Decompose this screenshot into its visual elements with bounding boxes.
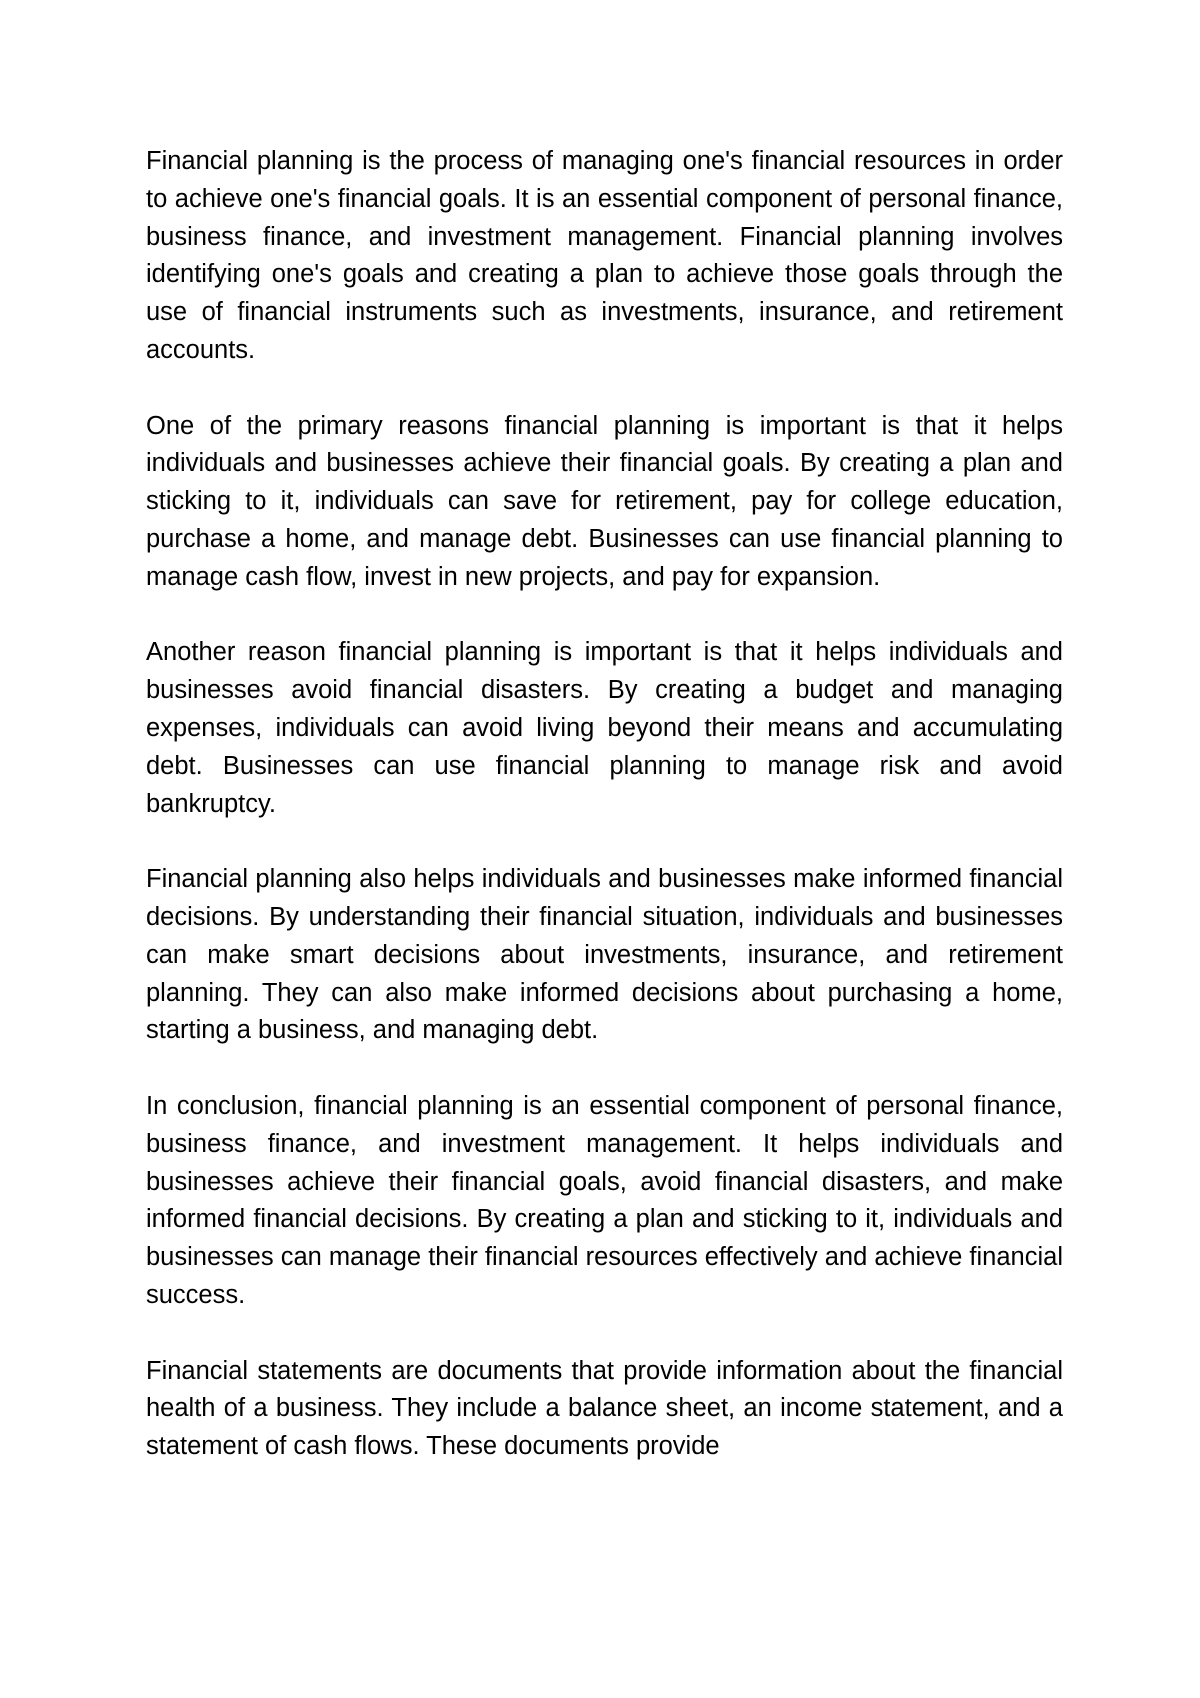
- paragraph: Financial planning also helps individuals and businesses make informed financial decisions. By understanding their financial situation, individuals and businesses can make smart decisions about investments, insurance, and retirement planning. They can also make informed decisions about purchasing a home, starting a business, and managing debt.: [146, 865, 1063, 1045]
- paragraph: Financial planning is the process of managing one's financial resources in order to achieve one's financial goals. It is an essential component of personal finance, business finance, and investment management. Financial planning involves identifying one's goals and creating a plan to achieve those goals through the use of financial instruments such as investments, insurance, and retirement accounts.: [146, 147, 1063, 364]
- paragraph: One of the primary reasons financial planning is important is that it helps individuals and businesses achieve their financial goals. By creating a plan and sticking to it, individuals can save for retirement, pay for college education, purchase a home, and manage debt. Businesses can use financial planning to manage cash flow, invest in new projects, and pay for expansion.: [146, 411, 1063, 591]
- paragraph: Another reason financial planning is important is that it helps individuals and businesses avoid financial disasters. By creating a budget and managing expenses, individuals can avoid living beyond their means and accumulating debt. Businesses can use financial planning to manage risk and avoid bankruptcy.: [146, 638, 1063, 818]
- paragraph: In conclusion, financial planning is an essential component of personal finance, business finance, and investment management. It helps individuals and businesses achieve their financial goals, avoid financial disasters, and make informed financial decisions. By creating a plan and sticking to it, individuals and businesses can manage their financial resources effectively and achieve financial success.: [146, 1091, 1063, 1309]
- paragraph: Financial statements are documents that provide information about the financial health of a business. They include a balance sheet, an income statement, and a statement of cash flows. These documents provide: [146, 1356, 1063, 1461]
- document-body: [146, 143, 1063, 1504]
